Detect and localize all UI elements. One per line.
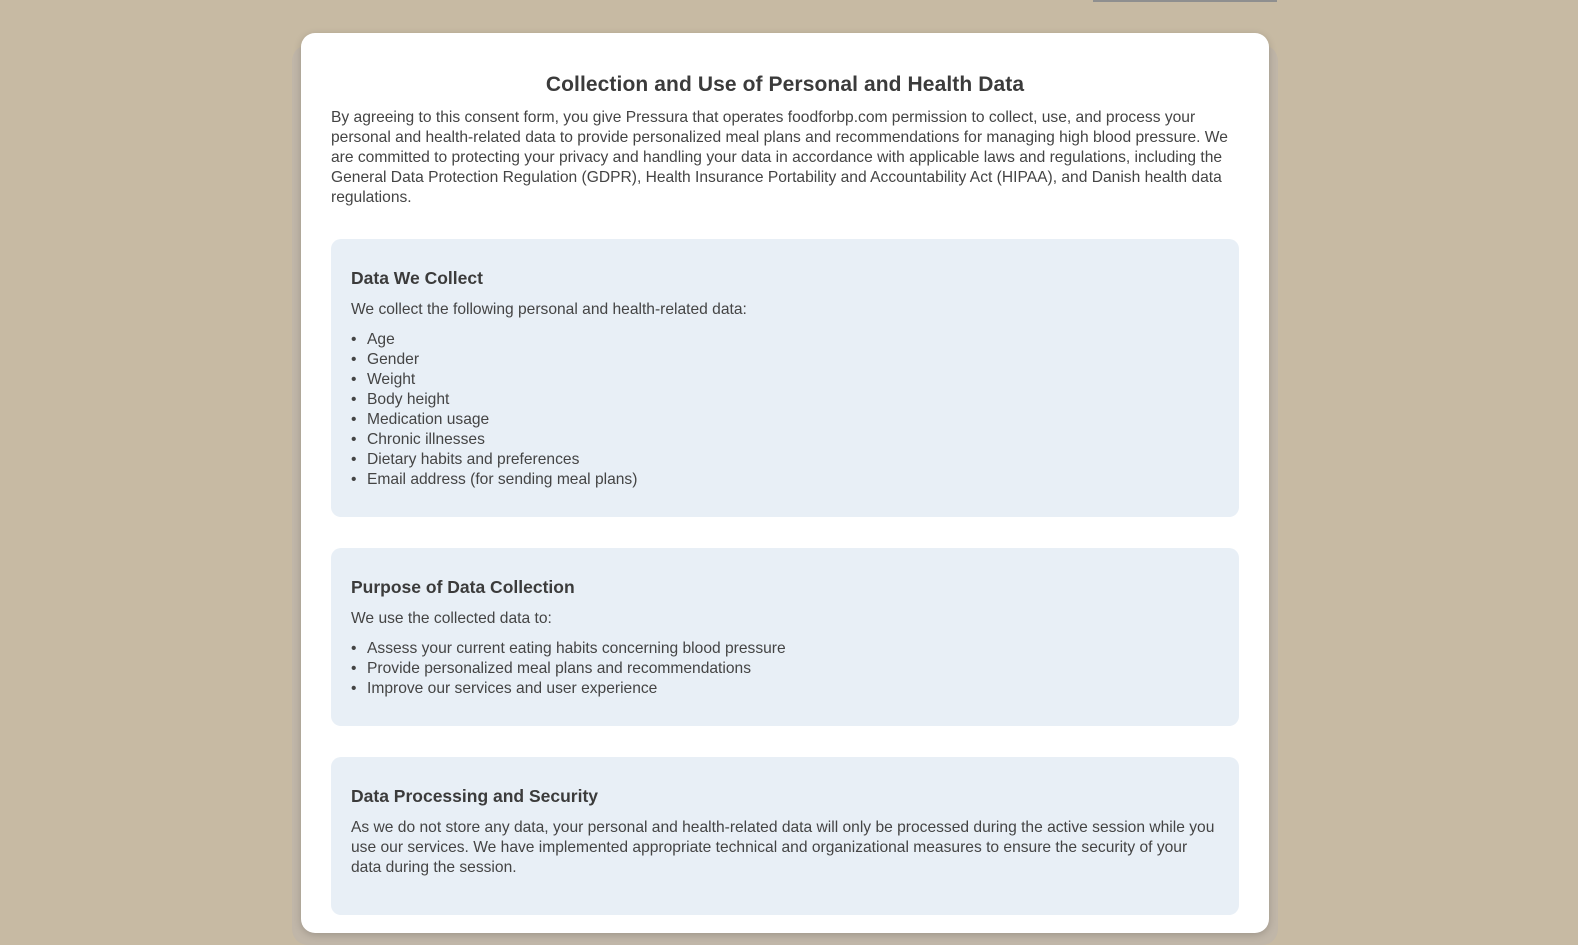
list-item: • Gender [351, 350, 1219, 370]
section-text: We use the collected data to: [351, 610, 552, 627]
section-text: We collect the following personal and health-related data: [351, 301, 747, 318]
consent-card [301, 33, 1269, 933]
section-heading: Data Processing and Security [351, 786, 599, 806]
list-item: • Medication usage [351, 410, 1219, 430]
section-text: As we do not store any data, your personal and health-related data will only be processed during the active session while you use our services. We have implemented appropriate technical and organizational measures to ensure the security of your data during the session. [351, 819, 1215, 876]
list-item: • Age [351, 330, 1219, 350]
section-data-we-collect [331, 239, 1239, 517]
list-item: • Assess your current eating habits concerning blood pressure [351, 639, 1219, 659]
list-item: • Body height [351, 390, 1219, 410]
top-tab-indicator [1093, 0, 1277, 2]
page-title: Collection and Use of Personal and Health Data [545, 73, 1025, 96]
collected-data-list [351, 330, 1219, 490]
list-item: • Dietary habits and preferences [351, 450, 1219, 470]
section-purpose [331, 548, 1239, 726]
purpose-list [351, 639, 1219, 699]
section-processing-security [331, 757, 1239, 915]
section-heading: Data We Collect [351, 268, 483, 288]
list-item: • Chronic illnesses [351, 430, 1219, 450]
list-item: • Provide personalized meal plans and recommendations [351, 659, 1219, 679]
section-heading: Purpose of Data Collection [351, 577, 575, 597]
list-item: • Weight [351, 370, 1219, 390]
intro-paragraph: By agreeing to this consent form, you give Pressura that operates foodforbp.com permission to collect, use, and process your personal and health-related data to provide personalized meal plans and recommendations for managing high blood pressure. We are committed to protecting your privacy and handling your data in accordance with applicable laws and regulations, including the General Data Protection Regulation (GDPR), Health Insurance Portability and Accountability Act (HIPAA), and Danish health data regulations. [331, 109, 1228, 206]
list-item: • Improve our services and user experience [351, 679, 1219, 699]
list-item: • Email address (for sending meal plans) [351, 470, 1219, 490]
